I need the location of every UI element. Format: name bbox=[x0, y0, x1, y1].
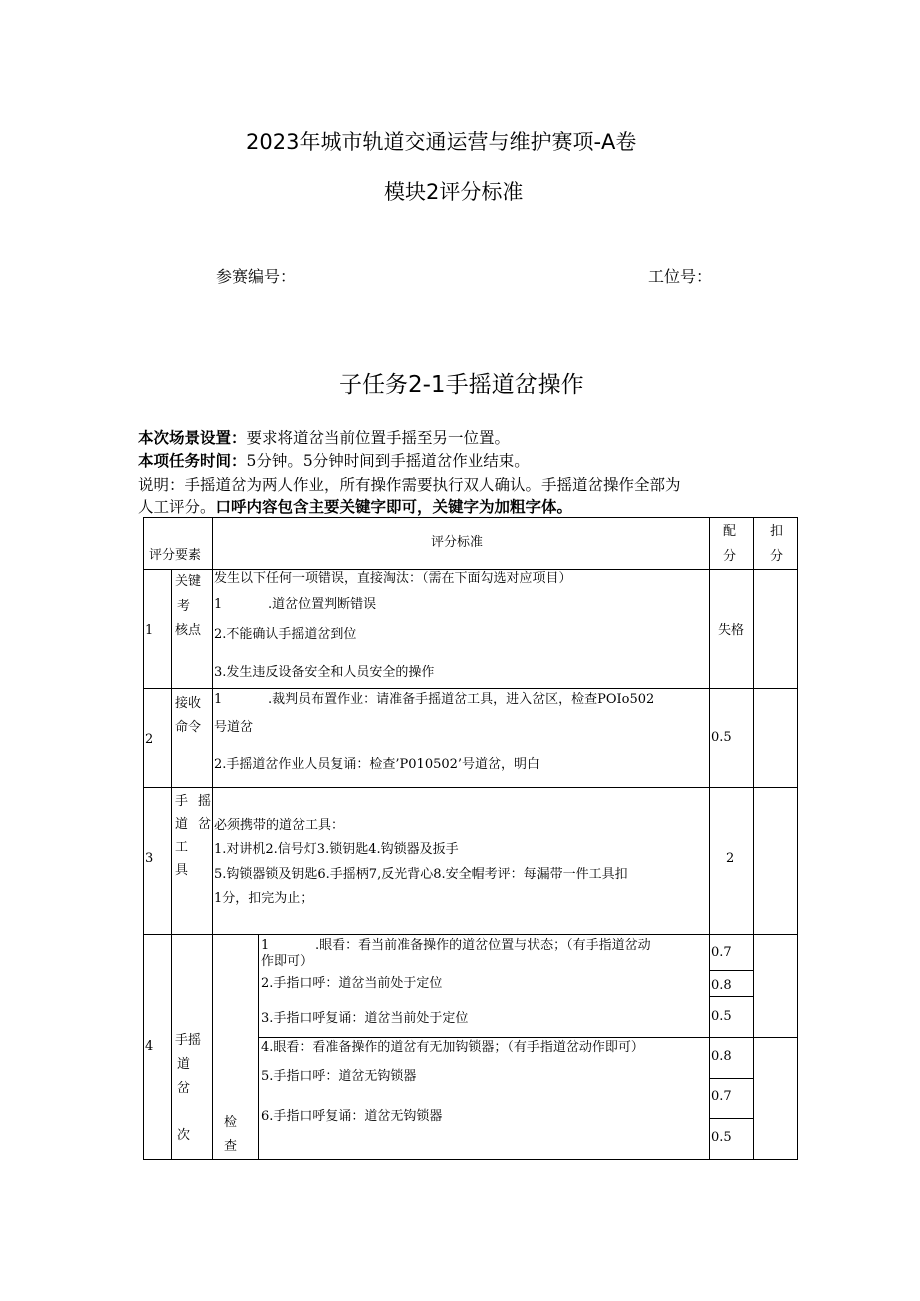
element-text: 具 bbox=[175, 863, 189, 878]
standard-item: 1分，扣完为止； bbox=[214, 891, 314, 906]
header-score-b: 分 bbox=[723, 549, 737, 564]
score-value: 0.5 bbox=[711, 730, 732, 745]
module-title: 模块2评分标准 bbox=[384, 180, 524, 204]
header-score-a: 配 bbox=[723, 524, 737, 539]
deduct-cell[interactable] bbox=[754, 570, 798, 689]
scoring-table bbox=[143, 517, 798, 1160]
element-text: 关键 bbox=[175, 574, 202, 589]
header-standard: 评分标准 bbox=[431, 535, 484, 550]
table-header-row bbox=[144, 518, 798, 570]
element-text: 考 bbox=[177, 599, 191, 614]
row-number: 3 bbox=[145, 851, 154, 866]
element-text: 道 bbox=[175, 817, 189, 832]
sub-element-text: 检 bbox=[224, 1115, 238, 1130]
note-bold: 口呼内容包含主要关键字即可，关键字为加粗字体。 bbox=[215, 497, 573, 516]
standard-item: .裁判员布置作业：请准备手摇道岔工具，进入岔区，检查POIo502 bbox=[268, 692, 655, 707]
score-value: 0.8 bbox=[711, 1049, 732, 1064]
time-label: 本项任务时间： bbox=[138, 451, 247, 470]
row-number: 4 bbox=[145, 1039, 154, 1054]
element-text: 工 bbox=[175, 840, 189, 855]
sub-element-text: 查 bbox=[224, 1139, 238, 1154]
element-text: 命令 bbox=[175, 720, 202, 735]
header-deduct-a: 扣 bbox=[770, 524, 784, 539]
standard-lead: 必须携带的道岔工具： bbox=[214, 818, 345, 833]
note-plain: 人工评分。 bbox=[138, 498, 216, 516]
standard-item-number: 1 bbox=[261, 938, 270, 953]
table-row bbox=[144, 935, 798, 1160]
contestant-number-label: 参赛编号： bbox=[216, 267, 297, 286]
standard-item: 1.对讲机2.信号灯3.锁钥匙4.钩锁器及扳手 bbox=[214, 842, 459, 857]
standard-item: 5.手指口呼：道岔无钩锁器 bbox=[261, 1069, 417, 1084]
standard-item-number: 1 bbox=[214, 692, 223, 707]
table-row bbox=[144, 788, 798, 935]
standard-item: 4.眼看：看准备操作的道岔有无加钩锁器；（有手指道岔动作即可） bbox=[261, 1040, 644, 1055]
element-text: 手 bbox=[175, 794, 189, 809]
score-value: 失格 bbox=[718, 623, 745, 638]
table-row bbox=[144, 689, 798, 788]
element-text: 接收 bbox=[175, 696, 202, 711]
standard-lead: 发生以下任何一项错误，直接淘汰：（需在下面勾选对应项目） bbox=[214, 571, 572, 586]
score-value: 0.7 bbox=[711, 945, 732, 960]
standard-item: 3.手指口呼复诵：道岔当前处于定位 bbox=[261, 1011, 469, 1026]
deduct-cell[interactable] bbox=[754, 935, 797, 1159]
element-text: 次 bbox=[177, 1128, 191, 1143]
element-text: 岔 bbox=[177, 1081, 191, 1096]
standard-item: 6.手指口呼复诵：道岔无钩锁器 bbox=[261, 1109, 443, 1124]
standard-item: 2.不能确认手摇道岔到位 bbox=[214, 627, 357, 642]
score-value: 2 bbox=[726, 851, 735, 866]
note-line-1: 说明：手摇道岔为两人作业，所有操作需要执行双人确认。手摇道岔操作全部为 bbox=[138, 476, 681, 494]
scene-text: 要求将道岔当前位置手摇至另一位置。 bbox=[246, 429, 511, 447]
subtask-title: 子任务2-1手摇道岔操作 bbox=[339, 372, 584, 398]
score-value: 0.5 bbox=[711, 1130, 732, 1145]
standard-item: 2.手摇道岔作业人员复诵：检查’P010502’号道岔，明白 bbox=[214, 757, 541, 772]
task-time bbox=[138, 449, 530, 471]
standard-item-number: 1 bbox=[214, 597, 223, 612]
row-number: 1 bbox=[145, 623, 154, 638]
station-number-label: 工位号： bbox=[648, 267, 713, 286]
header-deduct-b: 分 bbox=[770, 549, 784, 564]
time-text: 5分钟。5分钟时间到手摇道岔作业结束。 bbox=[246, 452, 530, 470]
standard-item: 5.钩锁器锁及钥匙6.手摇柄7,反光背心8.安全帽考评：每漏带一件工具扣 bbox=[214, 867, 628, 882]
standard-item: 3.发生违反设备安全和人员安全的操作 bbox=[214, 665, 435, 680]
deduct-cell[interactable] bbox=[754, 689, 798, 788]
standard-item: 2.手指口呼：道岔当前处于定位 bbox=[261, 976, 443, 991]
deduct-cell[interactable] bbox=[754, 788, 798, 935]
standard-item: 号道岔 bbox=[214, 720, 254, 735]
standard-item: .眼看：看当前准备操作的道岔位置与状态；（有手指道岔动 bbox=[315, 938, 651, 953]
note-line-2 bbox=[138, 495, 572, 517]
standard-item: 作即可） bbox=[261, 954, 314, 969]
document-title: 2023年城市轨道交通运营与维护赛项-A卷 bbox=[246, 130, 637, 154]
element-text: 核点 bbox=[175, 623, 202, 638]
score-value: 0.8 bbox=[711, 978, 732, 993]
scene-label: 本次场景设置： bbox=[138, 428, 247, 447]
element-text: 岔 bbox=[198, 817, 212, 832]
element-text: 道 bbox=[177, 1057, 191, 1072]
header-element: 评分要素 bbox=[149, 548, 202, 563]
standard-item: .道岔位置判断错误 bbox=[268, 597, 377, 612]
score-value: 0.7 bbox=[711, 1089, 732, 1104]
score-value: 0.5 bbox=[711, 1009, 732, 1024]
row-number: 2 bbox=[145, 732, 154, 747]
scene-setting bbox=[138, 426, 510, 448]
element-text: 手摇 bbox=[175, 1033, 202, 1048]
element-text: 摇 bbox=[198, 794, 212, 809]
table-row bbox=[144, 570, 798, 689]
